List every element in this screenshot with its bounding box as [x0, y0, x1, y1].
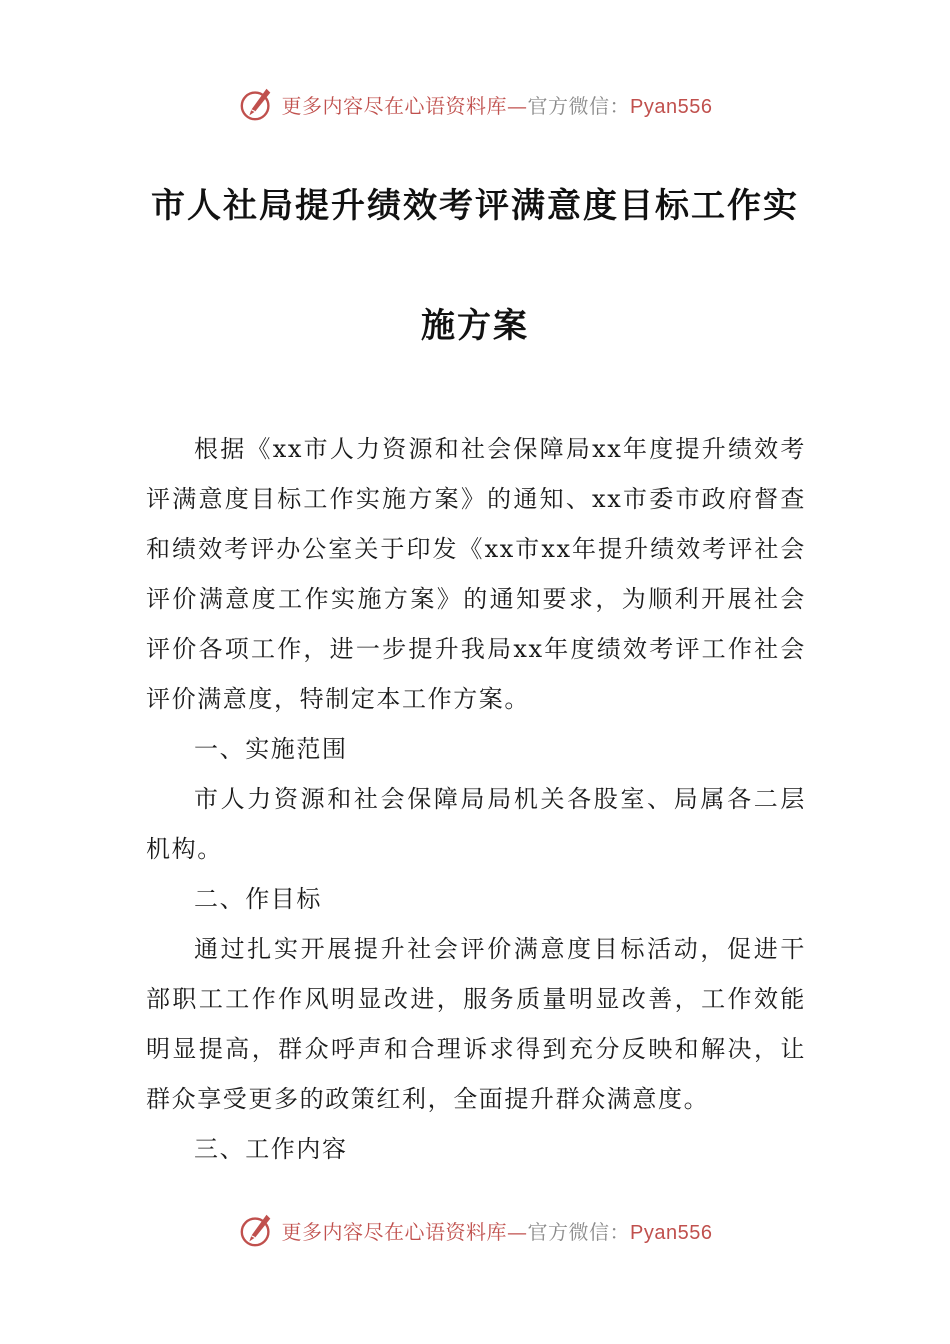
quill-pen-circle-icon — [238, 85, 276, 123]
footer-watermark — [0, 1210, 950, 1250]
document-title-line-2: 施方案 — [421, 306, 529, 346]
section-heading-goal: 二、作目标 — [194, 885, 322, 913]
paragraph-intro: 根据《xx市人力资源和社会保障局xx年度提升绩效考评满意度目标工作实施方案》的通知、xx市委市政府督查和绩效考评办公室关于印发《xx市xx年提升绩效考评社会评价满意度工作实施方案》的通知要求，为顺利开展社会评价各项工作，进一步提升我局xx年度绩效考评工作社会评价满意度，特制定本工作方案。 — [146, 435, 806, 713]
watermark-text — [282, 1216, 713, 1245]
section-heading-scope: 一、实施范围 — [194, 735, 348, 763]
watermark-wechat-id: Pyan556 — [630, 95, 713, 118]
watermark-site: 更多内容尽在心语资料库 — [281, 93, 508, 118]
document-title-line-1: 市人社局提升绩效考评满意度目标工作实 — [151, 186, 799, 226]
watermark-official: 官方微信： — [527, 1219, 631, 1244]
header-watermark — [0, 84, 950, 124]
document-body — [146, 424, 806, 1174]
paragraph-goal: 通过扎实开展提升社会评价满意度目标活动，促进干部职工工作作风明显改进，服务质量明显改善，工作效能明显提高，群众呼声和合理诉求得到充分反映和解决，让群众享受更多的政策红利，全面提升群众满意度。 — [146, 935, 806, 1113]
quill-pen-circle-icon — [238, 1211, 276, 1249]
watermark-separator: — — [507, 1219, 528, 1244]
watermark-wechat-id: Pyan556 — [630, 1221, 713, 1244]
paragraph-scope: 市人力资源和社会保障局局机关各股室、局属各二层机构。 — [146, 785, 806, 863]
section-heading-content: 三、工作内容 — [194, 1135, 348, 1163]
watermark-site: 更多内容尽在心语资料库 — [281, 1219, 508, 1244]
watermark-official: 官方微信： — [527, 93, 631, 118]
watermark-text — [282, 90, 713, 119]
watermark-separator: — — [507, 93, 528, 118]
